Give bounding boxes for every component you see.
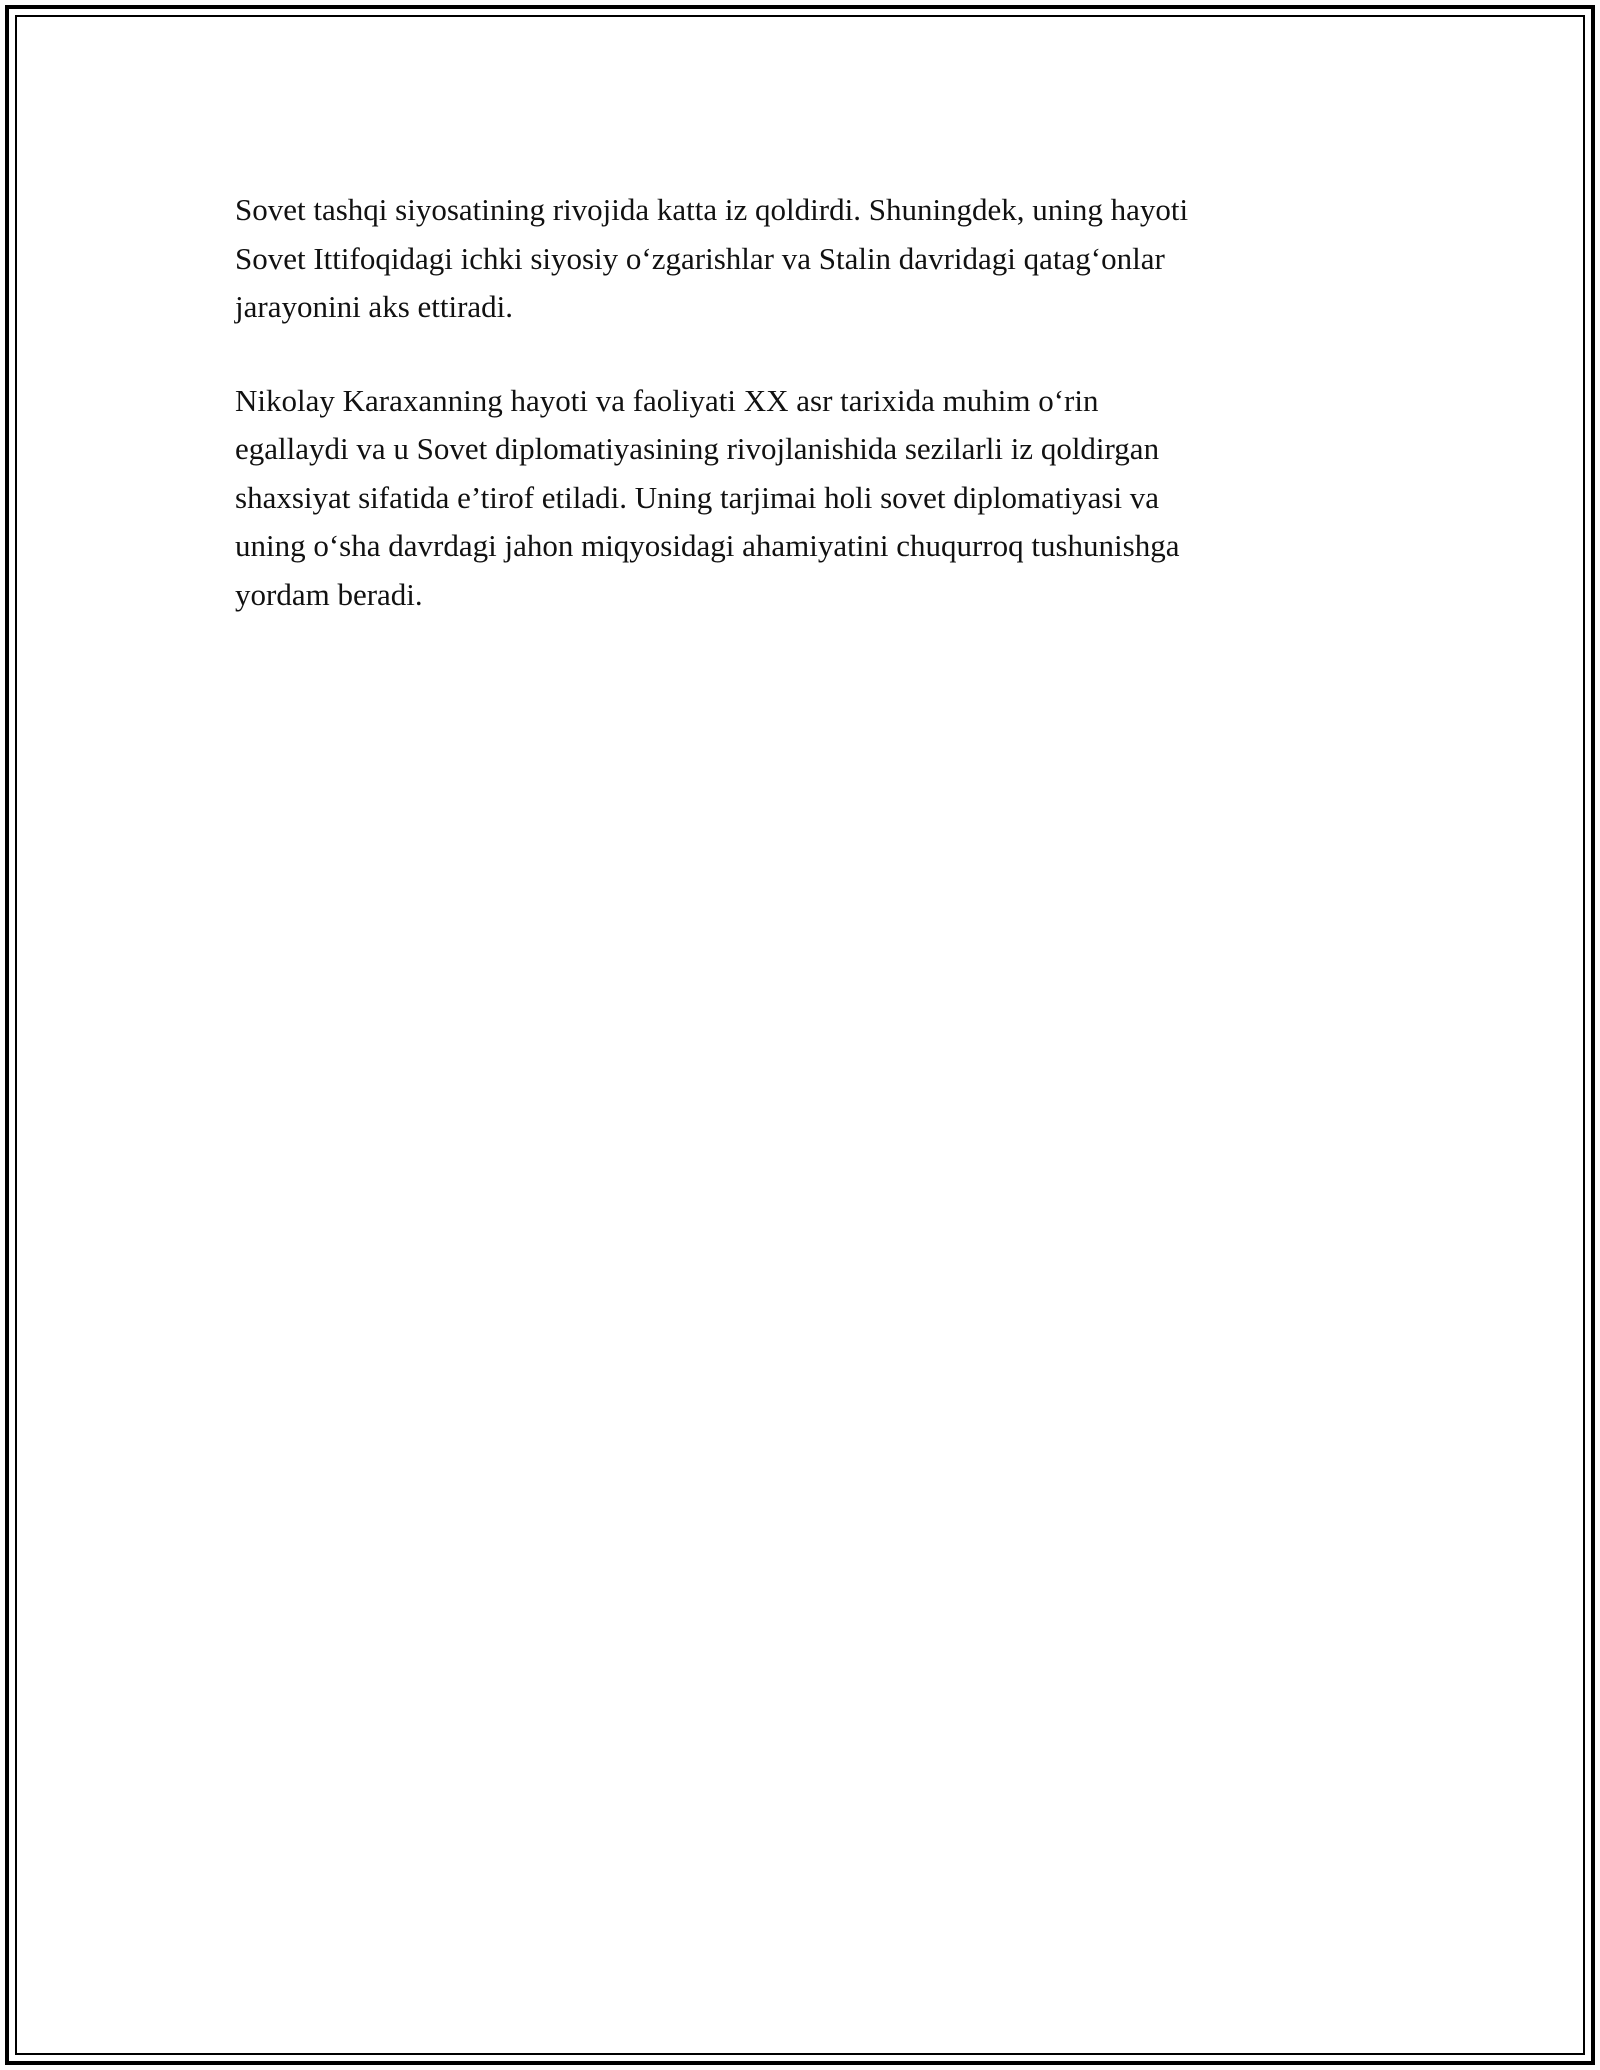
text-line: jarayonini aks ettiradi. <box>235 289 514 324</box>
document-body <box>235 186 1375 664</box>
text-line: yordam beradi. <box>235 576 423 612</box>
paragraph-1 <box>235 186 1375 332</box>
text-line: Sovet tashqi siyosatining rivojida katta iz qoldirdi. Shuningdek, uning hayoti <box>235 192 1189 227</box>
text-line: Nikolay Karaxanning hayoti va faoliyati XX asr tarixida muhim o‘rin <box>235 382 1099 418</box>
text-line: Sovet Ittifoqidagi ichki siyosiy o‘zgarishlar va Stalin davridagi qatag‘onlar <box>235 240 1165 276</box>
paragraph-2 <box>235 377 1375 620</box>
text-line: uning o‘sha davrdagi jahon miqyosidagi ahamiyatini chuqurroq tushunishga <box>235 528 1180 563</box>
text-line: shaxsiyat sifatida e’tirof etiladi. Uning tarjimai holi sovet diplomatiyasi va <box>235 479 1160 515</box>
text-line: egallaydi va u Sovet diplomatiyasining rivojlanishida sezilarli iz qoldirgan <box>235 431 1160 466</box>
